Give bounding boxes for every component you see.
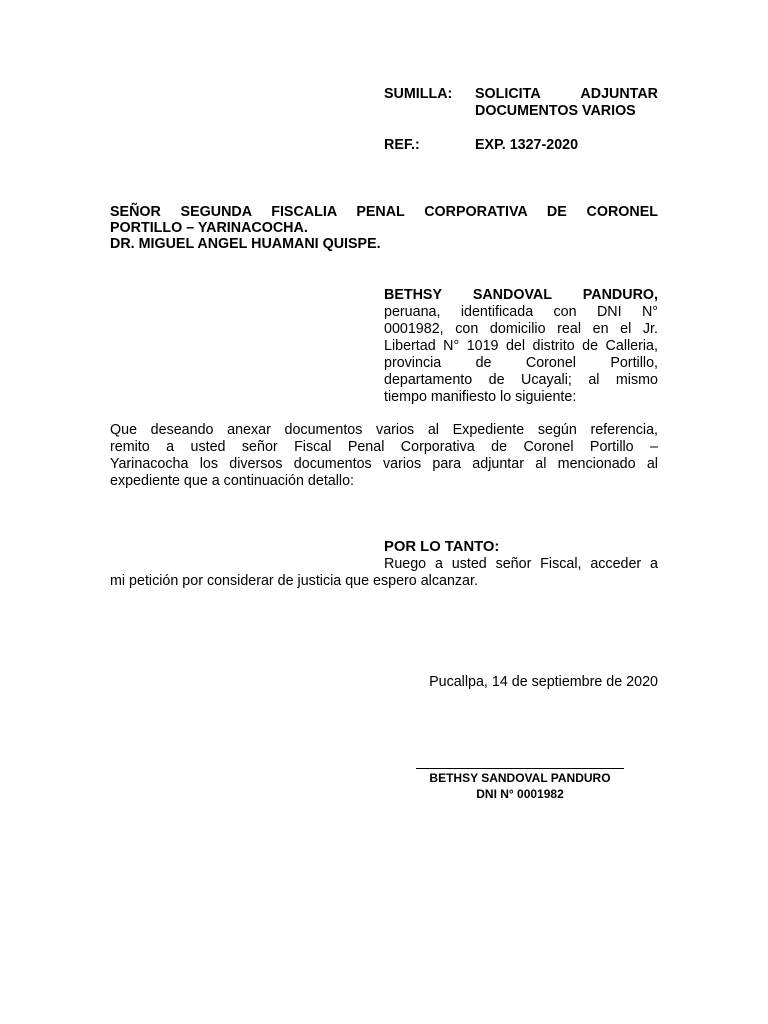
petitioner-line-5: departamento de Ucayali; al mismo <box>384 372 658 388</box>
conclusion-line-2: mi petición por considerar de justicia que espero alcanzar. <box>110 573 478 589</box>
body-line-2: remito a usted señor Fiscal Penal Corporativa de Coronel Portillo – <box>110 439 658 455</box>
addressee-line-3: DR. MIGUEL ANGEL HUAMANI QUISPE. <box>110 236 381 252</box>
signature-line <box>416 768 624 769</box>
conclusion-heading: POR LO TANTO: <box>384 539 500 555</box>
ref-label: REF.: <box>384 137 420 153</box>
petitioner-line-4: provincia de Coronel Portillo, <box>384 355 658 371</box>
petitioner-line-1: peruana, identificada con DNI N° <box>384 304 658 320</box>
petitioner-line-3: Libertad N° 1019 del distrito de Calleria, <box>384 338 658 354</box>
conclusion-line-1: Ruego a usted señor Fiscal, acceder a <box>384 556 658 572</box>
ref-value: EXP. 1327-2020 <box>475 137 579 153</box>
petitioner-line-6: tiempo manifiesto lo siguiente: <box>384 389 577 405</box>
body-line-3: Yarinacocha los diversos documentos varios para adjuntar al mencionado al <box>110 456 658 472</box>
body-line-1: Que deseando anexar documentos varios al Expediente según referencia, <box>110 422 658 438</box>
place-date: Pucallpa, 14 de septiembre de 2020 <box>429 674 658 690</box>
sumilla-label: SUMILLA: <box>384 86 453 102</box>
signature-dni: DNI N° 0001982 <box>476 787 564 801</box>
signature-name: BETHSY SANDOVAL PANDURO <box>429 771 611 785</box>
body-line-4: expediente que a continuación detallo: <box>110 473 355 489</box>
petitioner-line-2: 0001982, con domicilio real en el Jr. <box>384 321 658 337</box>
addressee-line-1: SEÑOR SEGUNDA FISCALIA PENAL CORPORATIVA DE CORONEL <box>110 204 658 220</box>
sumilla-line-1: SOLICITA ADJUNTAR <box>475 86 658 102</box>
petitioner-name: BETHSY SANDOVAL PANDURO, <box>384 287 658 303</box>
addressee-line-2: PORTILLO – YARINACOCHA. <box>110 220 308 236</box>
sumilla-line-2: DOCUMENTOS VARIOS <box>475 103 636 119</box>
